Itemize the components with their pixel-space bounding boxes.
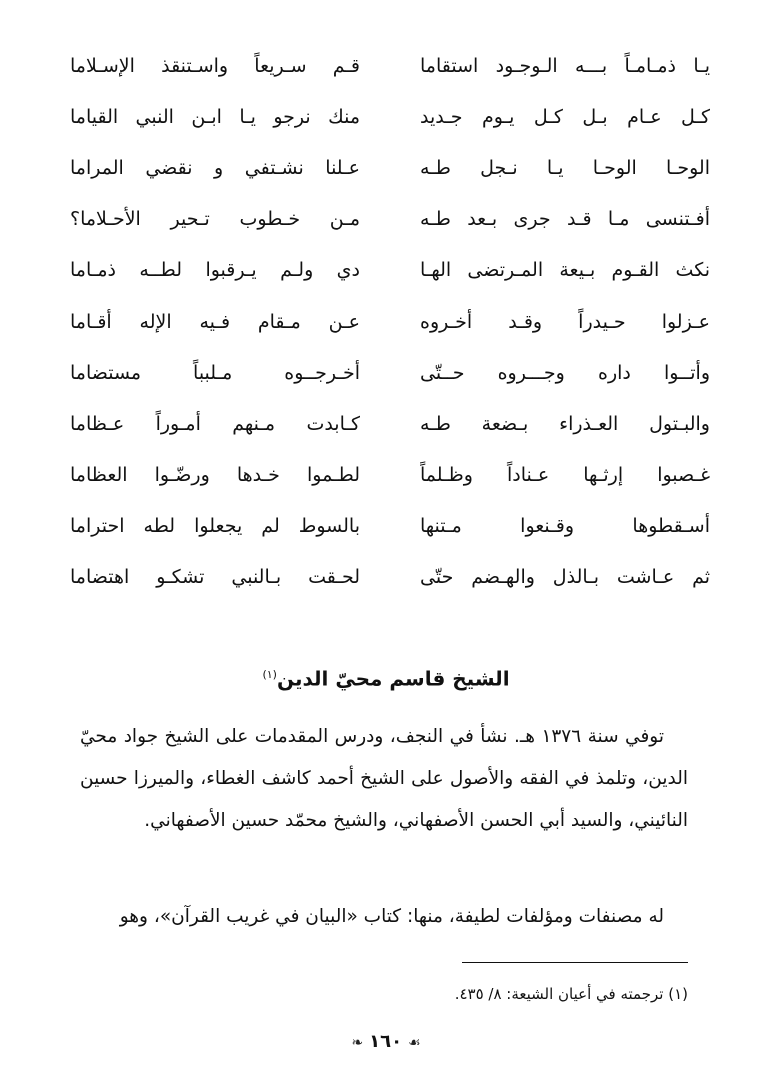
body-paragraph-2: له مصنفات ومؤلفات لطيفة، منها: كتاب «البيان في غريب القرآن»، وهو (119, 906, 664, 927)
footnote-divider (462, 962, 688, 963)
verse-left-hemistich: لحـقت بـالنبي تشكـو اهتضاما (70, 566, 360, 589)
footnote: (١) ترجمته في أعيان الشيعة: ٨/ ٤٣٥. (454, 985, 688, 1003)
verse-left-hemistich: قـم سـريعاً واسـتنقذ الإسـلاما (70, 54, 360, 77)
verse-right-hemistich: نكث القـوم بـيعة المـرتضى الهـا (420, 259, 710, 282)
verse-line (70, 142, 710, 193)
verse-left-hemistich: عـلنا نشـتفي و نقضي المراما (70, 156, 360, 179)
verse-line (70, 245, 710, 296)
heading-text: الشيخ قاسم محيّ الدين (276, 666, 510, 691)
verse-right-hemistich: كـل عـام بـل كـل يـوم جـديد (420, 105, 710, 128)
verse-right-hemistich: أفـتنسى مـا قـد جرى بـعد طـه (420, 208, 710, 231)
verse-line (70, 450, 710, 501)
verse-left-hemistich: مـن خـطوب تـحير الأحـلاما؟ (70, 208, 360, 231)
verse-right-hemistich: وأتــوا داره وجـــروه حــتّى (420, 361, 710, 384)
verse-line (70, 552, 710, 603)
verse-right-hemistich: والبـتول العـذراء بـضعة طـه (420, 412, 710, 435)
verse-left-hemistich: عـن مـقام فـيه الإله أقـاما (70, 310, 360, 333)
verse-line (70, 40, 710, 91)
footnote-reference: (١) (262, 668, 277, 681)
verse-left-hemistich: أخـرجــوه مـلبباً مستضاما (70, 361, 360, 384)
verse-left-hemistich: منك نرجو يـا ابـن النبي القياما (70, 105, 360, 128)
verse-right-hemistich: غـصبوا إرثـها عـناداً وظـلماً (420, 464, 710, 487)
verse-right-hemistich: الوحـا الوحـا يـا نـجل طـه (420, 156, 710, 179)
page-number: ١٦٠ (369, 1031, 403, 1052)
verse-left-hemistich: كـابدت مـنهم أمـوراً عـظاما (70, 412, 360, 435)
page-number-footer (0, 1028, 772, 1057)
verse-line (70, 91, 710, 142)
verse-line (70, 194, 710, 245)
verse-line (70, 347, 710, 398)
verse-line (70, 501, 710, 552)
verse-right-hemistich: عـزلوا حـيدراً وقـد أخـروه (420, 310, 710, 333)
verse-line (70, 296, 710, 347)
right-ornament-icon: ☙ (408, 1035, 421, 1051)
verse-right-hemistich: أسـقطوها وقـنعوا مـتنها (420, 515, 710, 538)
verse-line (70, 398, 710, 449)
section-heading (0, 660, 772, 694)
left-ornament-icon: ❧ (351, 1035, 364, 1051)
verse-right-hemistich: ثم عـاشت بـالذل والهـضم حتّى (420, 566, 710, 589)
verse-left-hemistich: لطـموا خـدها ورضّـوا العظاما (70, 464, 360, 487)
poem-block (70, 40, 710, 603)
body-paragraph-1: توفي سنة ١٣٧٦ هـ. نشأ في النجف، ودرس المقدمات على الشيخ جواد محيّ الدين، وتلمذ في الفقه والأصول على الشيخ أحمد كاشف الغطاء، والميرزا حسين النائيني، والسيد أبي الحسن الأصفهاني، والشيخ محمّد حسين الأصفهاني. (80, 726, 688, 831)
verse-left-hemistich: بالسوط لم يجعلوا لطه احتراما (70, 515, 360, 538)
verse-right-hemistich: يـا ذمـامـاً بـــه الـوجـود استقاما (420, 54, 710, 77)
verse-left-hemistich: دي ولـم يـرقبوا لطــه ذمـاما (70, 259, 360, 282)
